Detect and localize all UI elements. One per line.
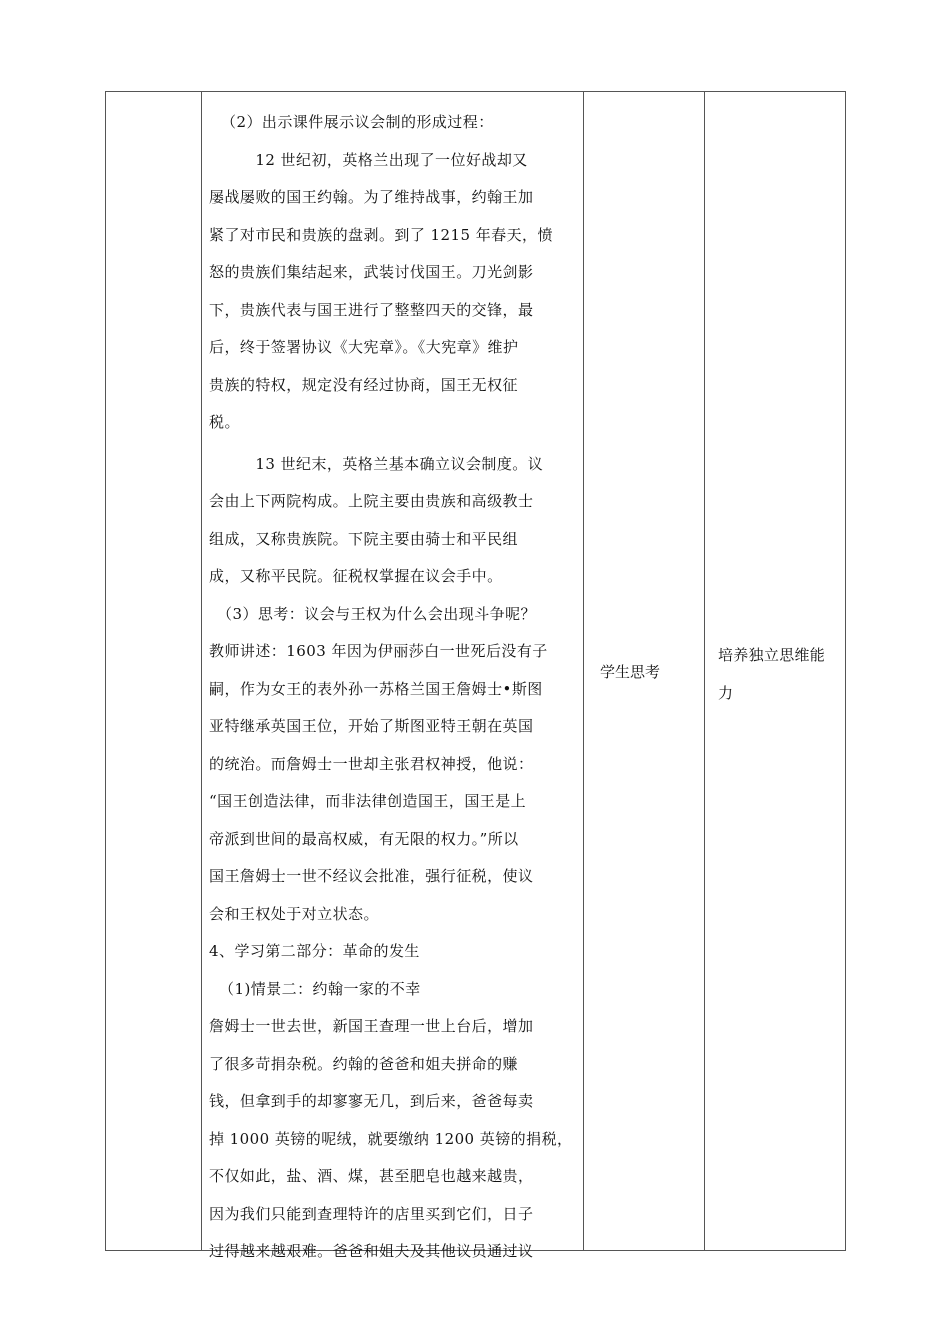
text-line: 力 bbox=[718, 683, 734, 702]
text-line: 紧了对市民和贵族的盘剥。到了 1215 年春天，愤 bbox=[209, 225, 553, 244]
design-intent-cell bbox=[718, 637, 843, 712]
column-divider bbox=[704, 92, 705, 1250]
text-line: 不仅如此，盐、酒、煤，甚至肥皂也越来越贵， bbox=[209, 1167, 534, 1185]
text-line: 了很多苛捐杂税。约翰的爸爸和姐夫拼命的赚 bbox=[209, 1054, 519, 1073]
text-line: 组成，又称贵族院。下院主要由骑士和平民组 bbox=[209, 529, 519, 548]
text-line: 掉 1000 英镑的呢绒，就要缴纳 1200 英镑的捐税， bbox=[209, 1129, 573, 1148]
text-line: 亚特继承英国王位，开始了斯图亚特王朝在英国 bbox=[209, 717, 534, 735]
column-divider bbox=[583, 92, 584, 1250]
text-line: 帝派到世间的最高权威，有无限的权力。”所以 bbox=[209, 829, 519, 848]
text-line: 屡战屡败的国王约翰。为了维持战事，约翰王加 bbox=[209, 188, 534, 206]
text-line: 会和王权处于对立状态。 bbox=[209, 904, 379, 923]
text-line: 嗣，作为女王的表外孙一苏格兰国王詹姆士•斯图 bbox=[209, 679, 543, 698]
text-line: （2）出示课件展示议会制的形成过程： bbox=[221, 113, 494, 131]
text-line: 下，贵族代表与国王进行了整整四天的交锋，最 bbox=[209, 300, 534, 319]
text-line: 12 世纪初，英格兰出现了一位好战却又 bbox=[209, 150, 528, 169]
text-line: 教师讲述：1603 年因为伊丽莎白一世死后没有子 bbox=[209, 642, 548, 660]
text-line: 4、学习第二部分：革命的发生 bbox=[209, 942, 420, 960]
text-line: 贵族的特权，规定没有经过协商，国王无权征 bbox=[209, 375, 519, 394]
text-line: 培养独立思维能 bbox=[718, 646, 826, 664]
text-line: 过得越来越艰难。爸爸和姐夫及其他议员通过议 bbox=[209, 1242, 534, 1260]
text-line: 因为我们只能到查理特许的店里买到它们，日子 bbox=[209, 1204, 534, 1223]
text-line: 国王詹姆士一世不经议会批准，强行征税，使议 bbox=[209, 867, 534, 885]
text-line: 13 世纪末，英格兰基本确立议会制度。议 bbox=[209, 454, 544, 473]
student-activity-cell: 学生思考 bbox=[600, 663, 661, 681]
text-line: （3）思考：议会与王权为什么会出现斗争呢？ bbox=[217, 604, 536, 623]
text-line: （1)情景二：约翰一家的不幸 bbox=[219, 979, 421, 998]
text-line: 成，又称平民院。征税权掌握在议会手中。 bbox=[209, 567, 503, 585]
text-line: 税。 bbox=[209, 413, 240, 431]
text-line: 钱，但拿到手的却寥寥无几，到后来，爸爸每卖 bbox=[209, 1092, 534, 1110]
text-line: 会由上下两院构成。上院主要由贵族和高级教士 bbox=[209, 492, 534, 510]
text-line: “国王创造法律，而非法律创造国王，国王是上 bbox=[209, 792, 527, 810]
lesson-plan-table bbox=[105, 91, 846, 1260]
text-line: 怒的贵族们集结起来，武装讨伐国王。刀光剑影 bbox=[209, 263, 534, 281]
text-line: 的统治。而詹姆士一世却主张君权神授，他说： bbox=[209, 754, 534, 773]
text-line: 后，终于签署协议《大宪章》。《大宪章》维护 bbox=[209, 338, 519, 356]
text-line: 詹姆士一世去世，新国王查理一世上台后，增加 bbox=[209, 1017, 534, 1035]
teacher-activity-cell bbox=[201, 92, 581, 1260]
